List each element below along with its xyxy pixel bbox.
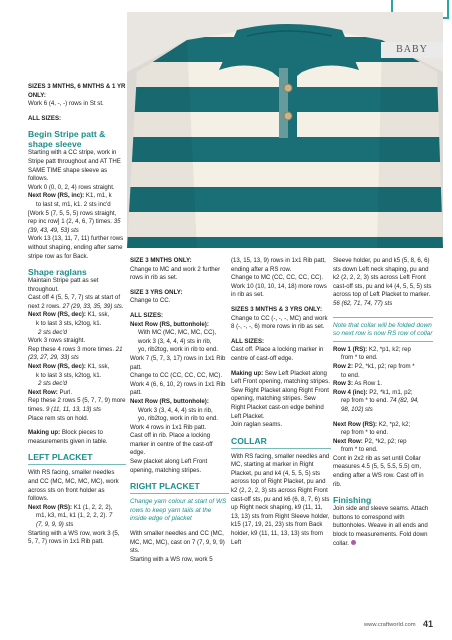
- heading-rule: [28, 464, 126, 465]
- cont-rib: Cont in 2x2 rib as set until Collar measures 4.5 (5, 5, 5.5, 5.5) cm, ending after a WS row. Cast off in rib.: [333, 454, 424, 488]
- work4: Work 4 rows in 1x1 Rib patt.: [130, 423, 207, 431]
- inc-row-cont: to last st, m1, k1. 2 sts inc'd: [36, 200, 111, 208]
- dec-row-cont: k to last 3 sts, k2tog, k1.: [36, 320, 102, 328]
- lp-row: Next Row (RS): K1 (1, 2, 2, 2),: [28, 503, 113, 511]
- join-raglan: Join raglan seams.: [231, 421, 283, 429]
- work-more: Work 7 (5, 7, 3, 17) rows in 1x1 Rib patt.: [130, 354, 226, 371]
- left-placket-heading: LEFT PLACKET: [28, 452, 93, 463]
- row4-cont: rep from * to end. 74 (82, 94,: [341, 397, 419, 405]
- heading-rule-3: [231, 448, 331, 449]
- note-rule-bottom: [333, 341, 433, 342]
- size3yrs-heading: SIZE 3 YRS ONLY:: [130, 288, 183, 296]
- all-sizes-label-2: ALL SIZES:: [130, 311, 164, 319]
- lp-text: With RS facing, smaller needles and CC (MC, MC, MC, MC), work across sts on front holder as follows.: [28, 469, 119, 503]
- stripe-heading: Begin Stripe patt & shape sleeve: [28, 129, 106, 150]
- finishing-text: Join side and sleeve seams. Attach buttons to correspond with buttonholes. Weave in all ends and block to measurements. Fold down collar.: [333, 505, 429, 547]
- end-dot-icon: [351, 540, 356, 545]
- btn2-row-text2: yo, rib2tog, work in rib to end.: [138, 415, 218, 423]
- row2: Row 2: P2, *k1, p2; rep from *: [333, 362, 415, 370]
- work3: Work 3 rows straight.: [28, 337, 86, 345]
- repeat-text: [Work 5 (7, 5, 5, 5) rows straight, rep inc row] 1 (2, 4, 6, 7) times. 35 (39, 43, 49, 53) sts: [28, 209, 121, 234]
- note-rule-top: [333, 317, 433, 318]
- next-row-1: Next Row (RS): K2, *p2, k2;: [333, 420, 411, 428]
- btn-row-text1: With MC (MC, MC, MC, CC),: [138, 329, 217, 337]
- column-2: [130, 257, 229, 564]
- change-cc: Change to CC (CC, CC, CC, MC).: [130, 372, 223, 380]
- right-placket-heading: RIGHT PLACKET: [130, 481, 200, 492]
- col4-cont: Sleeve holder, pu and k5 (5, 8, 6, 6) sts down Left neck shaping, pu and k2 (2, 2, 2, 3) sts across Left Front cast-off sts, pu and k4 (4, 5, 5, 5) sts across top of Left Placket to marker. 56 (62, 71, 74, 77) sts: [333, 257, 432, 307]
- sweater-photo: [127, 12, 443, 248]
- section-badge: BABY: [381, 42, 443, 58]
- cast-off: Cast off 4 (5, 5, 7, 7) sts at start of next 2 rows. 27 (29, 33, 35, 39) sts.: [28, 294, 124, 310]
- btn-row-text2: work 3 (3, 4, 4, 4) sts in rib,: [138, 337, 212, 345]
- sizes-text-3: Change to CC (-, -, -, MC) and work 8 (-, -, -, 6) more rows in rib as set.: [231, 314, 328, 331]
- rp-text2: Starting with a WS row, work 5: [130, 555, 213, 563]
- rep-more: Rep these 4 rows 3 more times. 21 (23, 27, 29, 33) sts: [28, 345, 123, 362]
- dec2-row-cont: k to last 3 sts, k2tog, k1.: [36, 371, 102, 379]
- column-4: [333, 257, 433, 548]
- sizes-note-text: Work 6 (4, -, -) rows in St st.: [28, 100, 104, 108]
- heading-rule-2: [130, 493, 229, 494]
- all-sizes-label: ALL SIZES:: [28, 114, 62, 122]
- work-rows: Work 4 (6, 6, 10, 2) rows in 1x1 Rib patt.: [130, 380, 226, 397]
- next-row-2: Next Row: P2, *k2, p2; rep: [333, 437, 407, 445]
- purl-row: Next Row: Purl.: [28, 388, 73, 396]
- next-row-2-cont: from * to end.: [341, 446, 378, 454]
- lp-row-cont: m1, k3, m1, k1 (1, 2, 2, 2). 7: [36, 512, 113, 520]
- btn-row-text3: yo, rib2tog, work in rib to end.: [138, 346, 218, 354]
- btn2-row-text1: Work 3 (3, 4, 4, 4) sts in rib,: [138, 406, 213, 414]
- sizes-heading-3: SIZES 3 MNTHS & 3 YRS ONLY:: [231, 305, 322, 313]
- cast-off-3: Cast off. Place a locking marker in centre of cast-off edge.: [231, 346, 324, 362]
- right-placket-note: Change yarn colour at start of WS rows to keep yarn tails at the inside edge of placket: [130, 498, 227, 523]
- raglans-heading: Shape raglans: [28, 267, 87, 278]
- lp-row-cont2: (7, 9, 9, 9) sts: [36, 520, 74, 528]
- btn2-row-label: Next Row (RS, buttonhole):: [130, 397, 209, 405]
- btn-row-label: Next Row (RS, buttonhole):: [130, 320, 209, 328]
- dec-row: Next Row (RS, dec): K1, ssk,: [28, 311, 110, 319]
- row1-cont: from * to end.: [341, 354, 378, 362]
- stripe-row0: Work 0 (0, 0, 2, 4) rows straight.: [28, 183, 115, 191]
- column-1: [28, 83, 126, 547]
- col3-cont: (13, 15, 13, 9) rows in 1x1 Rib patt, ending after a RS row.: [231, 257, 326, 273]
- column-3: [231, 257, 331, 547]
- page-number: 41: [423, 619, 434, 629]
- making-up: Making up: Block pieces to measurements given in table.: [28, 429, 108, 445]
- row3: Row 3: As Row 1.: [333, 380, 383, 388]
- rows-work: Work 13 (13, 11, 7, 11) further rows without shaping, ending after same stripe row as for Back.: [28, 235, 124, 260]
- lp-ws: Starting with a WS row, work 3 (5, 5, 7, 7) rows in 1x1 Rib patt.: [28, 529, 120, 546]
- row4-cont2: 98, 102) sts: [341, 405, 373, 413]
- rep-last: Rep these 2 rows 5 (5, 7, 7, 9) more times. 9 (11, 11, 13, 13) sts: [28, 397, 126, 413]
- size3-heading: SIZE 3 MNTHS ONLY:: [130, 257, 192, 264]
- row4: Row 4 (inc): P2, *k1, m1, p2;: [333, 388, 413, 396]
- collar-text: With RS facing, smaller needles and MC, starting at marker in Right Placket, pu and k4 (4, 5, 5, 5) sts across top of Right Placket, pu and k2 (2, 2, 2, 3) sts across Right Front cast-off sts, pu and k6 (6, 8, 7, 6) sts up Right neck shaping, k9 (11, 11, 13, 13) sts from Right Sleeve holder, k15 (17, 19, 21, 23) sts from Back holder, k9 (11, 11, 13, 13) sts from Left: [231, 452, 330, 546]
- dec2-row-cont2: 2 sts dec'd: [38, 380, 67, 388]
- all-sizes-label-3: ALL SIZES:: [231, 337, 265, 345]
- size3-text: Change to MC and work 2 further rows in rib as set.: [130, 265, 221, 282]
- finishing-heading: Finishing: [333, 495, 372, 506]
- size3yrs-text: Change to CC.: [130, 297, 171, 305]
- dec2-row: Next Row (RS, dec): K1, ssk,: [28, 363, 110, 371]
- place-rem: Place rem sts on hold.: [28, 414, 89, 422]
- footer-site: www.craftworld.com: [364, 622, 416, 628]
- stripe-text: Starting with a CC stripe, work in Stripe patt throughout and AT THE SAME TIME shape sleeve as follows.: [28, 149, 121, 183]
- row1: Row 1 (RS): K2, *p1, k2; rep: [333, 345, 411, 353]
- dec-row-cont2: 2 sts dec'd: [38, 328, 67, 336]
- sizes-note-heading: SIZES 3 MNTHS, 6 MNTHS & 1 YR ONLY:: [28, 83, 126, 99]
- sew: Sew placket along Left Front opening, matching stripes.: [130, 458, 208, 474]
- work10: Work 10 (10, 10, 14, 18) more rows in rib as set.: [231, 282, 327, 299]
- cast-off-2: Cast off in rib. Place a locking marker in centre of the cast-off edge.: [130, 432, 213, 457]
- collar-heading: COLLAR: [231, 435, 267, 446]
- raglans-text: Maintain Stripe patt as set throughout.: [28, 277, 99, 293]
- collar-note: Note that collar will be folded down so next row is now RS row of collar: [333, 321, 433, 338]
- next-row-1-cont: rep from * to end.: [341, 429, 389, 437]
- inc-row: Next Row (RS, inc): K1, m1, k: [28, 192, 112, 200]
- row2-cont: to end.: [341, 371, 360, 379]
- change-mc: Change to MC (CC, CC, CC, CC).: [231, 274, 324, 282]
- rp-text: With smaller needles and CC (MC, MC, MC, MC), cast on 7 (7, 9, 9, 9) sts.: [130, 530, 225, 555]
- making-up-3: Making up: Sew Left Placket along Left Front opening, matching stripes. Sew Right Placket along Right Front opening, matching stripes. Sew Right Placket cast-on edge behind Left Placket.: [231, 369, 330, 420]
